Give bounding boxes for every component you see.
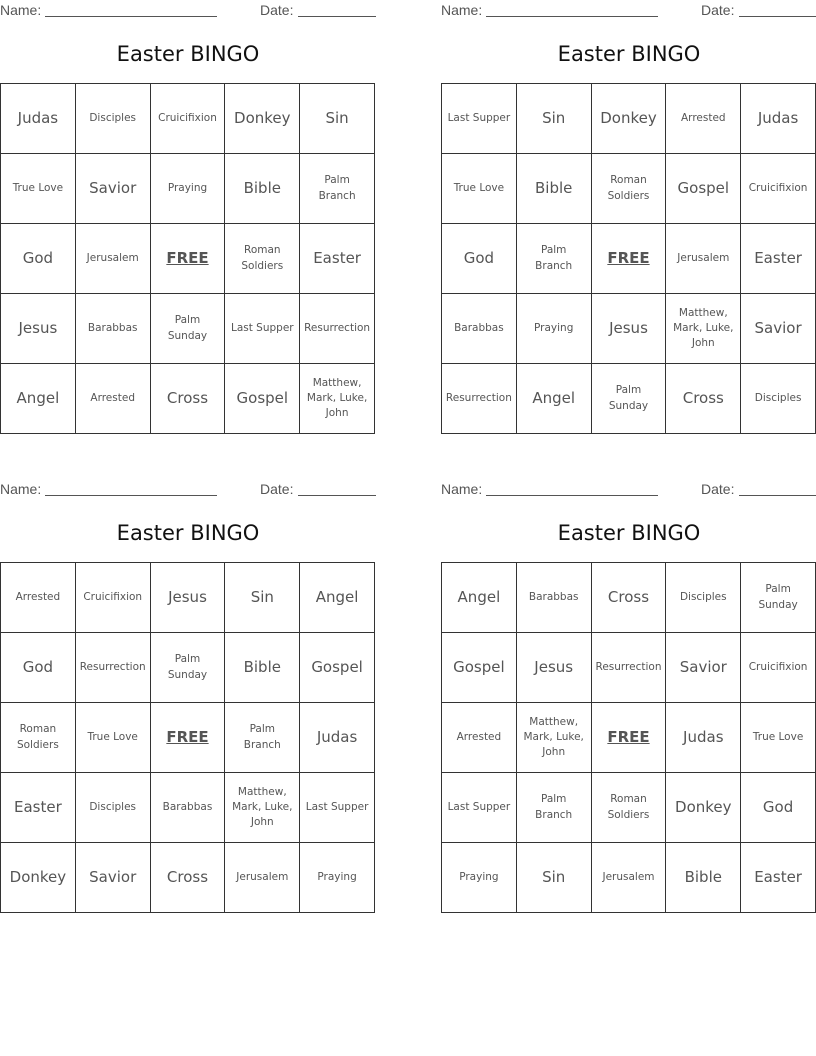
card-header bbox=[441, 481, 816, 499]
bingo-cell: Savior bbox=[741, 294, 816, 364]
bingo-cell: Palm Branch bbox=[517, 224, 592, 294]
card-title: Easter BINGO bbox=[116, 521, 260, 545]
bingo-cell: Cruicifixion bbox=[151, 84, 226, 154]
name-blank-line bbox=[45, 16, 217, 17]
bingo-cell: God bbox=[1, 224, 76, 294]
date-label: Date: bbox=[701, 2, 735, 18]
card-title: Easter BINGO bbox=[557, 521, 701, 545]
bingo-cell: Palm Branch bbox=[225, 703, 300, 773]
card-title: Easter BINGO bbox=[116, 42, 260, 66]
bingo-cell: Sin bbox=[300, 84, 375, 154]
bingo-cell: Judas bbox=[300, 703, 375, 773]
name-label: Name: bbox=[0, 481, 42, 497]
bingo-cell: Roman Soldiers bbox=[592, 154, 667, 224]
bingo-cell: Disciples bbox=[741, 364, 816, 434]
bingo-cell: Disciples bbox=[666, 563, 741, 633]
date-label: Date: bbox=[260, 2, 294, 18]
card-title: Easter BINGO bbox=[557, 42, 701, 66]
bingo-cell: Gospel bbox=[225, 364, 300, 434]
bingo-cell: True Love bbox=[76, 703, 151, 773]
bingo-cell: Donkey bbox=[666, 773, 741, 843]
bingo-cell: Sin bbox=[225, 563, 300, 633]
bingo-cell: Resurrection bbox=[442, 364, 517, 434]
bingo-grid bbox=[0, 83, 375, 434]
bingo-cell: Cross bbox=[592, 563, 667, 633]
bingo-cell: Palm Branch bbox=[517, 773, 592, 843]
bingo-cell: Bible bbox=[225, 154, 300, 224]
bingo-cell: Jerusalem bbox=[592, 843, 667, 913]
bingo-card bbox=[0, 0, 376, 434]
bingo-cell: Jesus bbox=[592, 294, 667, 364]
bingo-cell: Barabbas bbox=[76, 294, 151, 364]
name-blank-line bbox=[486, 16, 658, 17]
bingo-cell: Last Supper bbox=[300, 773, 375, 843]
date-blank-line bbox=[298, 495, 376, 496]
bingo-cell: Jesus bbox=[151, 563, 226, 633]
bingo-cell: Cross bbox=[666, 364, 741, 434]
bingo-card bbox=[441, 479, 816, 913]
name-label: Name: bbox=[0, 2, 42, 18]
bingo-cell: Easter bbox=[741, 224, 816, 294]
bingo-cell: Praying bbox=[517, 294, 592, 364]
bingo-cell: Matthew, Mark, Luke, John bbox=[225, 773, 300, 843]
date-blank-line bbox=[298, 16, 376, 17]
bingo-cell: Matthew, Mark, Luke, John bbox=[517, 703, 592, 773]
bingo-cell: Palm Branch bbox=[300, 154, 375, 224]
bingo-grid bbox=[441, 83, 816, 434]
bingo-cell: Cross bbox=[151, 843, 226, 913]
bingo-cell: Praying bbox=[442, 843, 517, 913]
bingo-cell: Jerusalem bbox=[225, 843, 300, 913]
bingo-cell: Matthew, Mark, Luke, John bbox=[300, 364, 375, 434]
bingo-cell: True Love bbox=[741, 703, 816, 773]
name-label: Name: bbox=[441, 2, 483, 18]
bingo-cell: Easter bbox=[1, 773, 76, 843]
bingo-cell: Resurrection bbox=[300, 294, 375, 364]
bingo-cell: Bible bbox=[517, 154, 592, 224]
bingo-cell: Easter bbox=[300, 224, 375, 294]
bingo-cell: True Love bbox=[1, 154, 76, 224]
bingo-cell: Cruicifixion bbox=[741, 633, 816, 703]
bingo-cell: Savior bbox=[666, 633, 741, 703]
bingo-cell: Palm Sunday bbox=[592, 364, 667, 434]
bingo-cell: Palm Sunday bbox=[741, 563, 816, 633]
date-blank-line bbox=[739, 495, 816, 496]
bingo-cell: True Love bbox=[442, 154, 517, 224]
bingo-cell: Disciples bbox=[76, 84, 151, 154]
bingo-cell: Last Supper bbox=[225, 294, 300, 364]
bingo-cell: Jesus bbox=[517, 633, 592, 703]
bingo-cell: Matthew, Mark, Luke, John bbox=[666, 294, 741, 364]
bingo-cell: Arrested bbox=[666, 84, 741, 154]
bingo-cell: Roman Soldiers bbox=[225, 224, 300, 294]
name-blank-line bbox=[486, 495, 658, 496]
bingo-cell: Gospel bbox=[666, 154, 741, 224]
bingo-cell: Savior bbox=[76, 154, 151, 224]
bingo-cell: Roman Soldiers bbox=[592, 773, 667, 843]
date-blank-line bbox=[739, 16, 816, 17]
bingo-cell: Jerusalem bbox=[666, 224, 741, 294]
bingo-cell: Judas bbox=[1, 84, 76, 154]
bingo-cell: Bible bbox=[225, 633, 300, 703]
card-header bbox=[0, 2, 376, 20]
bingo-cell: Barabbas bbox=[517, 563, 592, 633]
bingo-cell: Cruicifixion bbox=[76, 563, 151, 633]
bingo-cell: God bbox=[741, 773, 816, 843]
free-space-cell: FREE bbox=[151, 224, 226, 294]
bingo-grid bbox=[0, 562, 375, 913]
bingo-cell: Arrested bbox=[76, 364, 151, 434]
bingo-cell: Praying bbox=[151, 154, 226, 224]
date-label: Date: bbox=[260, 481, 294, 497]
bingo-cell: Judas bbox=[666, 703, 741, 773]
bingo-cell: Palm Sunday bbox=[151, 633, 226, 703]
bingo-card bbox=[441, 0, 816, 434]
bingo-card bbox=[0, 479, 376, 913]
bingo-cell: Cross bbox=[151, 364, 226, 434]
bingo-cell: Roman Soldiers bbox=[1, 703, 76, 773]
free-space-cell: FREE bbox=[151, 703, 226, 773]
bingo-cell: Angel bbox=[1, 364, 76, 434]
bingo-cell: Arrested bbox=[442, 703, 517, 773]
free-space-cell: FREE bbox=[592, 224, 667, 294]
bingo-cell: Cruicifixion bbox=[741, 154, 816, 224]
bingo-cell: Resurrection bbox=[592, 633, 667, 703]
bingo-cell: Savior bbox=[76, 843, 151, 913]
bingo-cell: Gospel bbox=[442, 633, 517, 703]
bingo-cell: Bible bbox=[666, 843, 741, 913]
bingo-cell: Jerusalem bbox=[76, 224, 151, 294]
bingo-cell: Disciples bbox=[76, 773, 151, 843]
bingo-cell: Sin bbox=[517, 843, 592, 913]
bingo-cell: Judas bbox=[741, 84, 816, 154]
bingo-cell: Donkey bbox=[225, 84, 300, 154]
bingo-cell: Resurrection bbox=[76, 633, 151, 703]
bingo-cell: Last Supper bbox=[442, 773, 517, 843]
name-label: Name: bbox=[441, 481, 483, 497]
bingo-cell: Arrested bbox=[1, 563, 76, 633]
bingo-cell: Angel bbox=[300, 563, 375, 633]
bingo-cell: Angel bbox=[442, 563, 517, 633]
bingo-cell: Barabbas bbox=[442, 294, 517, 364]
bingo-cell: Jesus bbox=[1, 294, 76, 364]
bingo-cell: Barabbas bbox=[151, 773, 226, 843]
free-space-cell: FREE bbox=[592, 703, 667, 773]
bingo-cell: Angel bbox=[517, 364, 592, 434]
card-header bbox=[441, 2, 816, 20]
bingo-cell: God bbox=[442, 224, 517, 294]
bingo-cell: Gospel bbox=[300, 633, 375, 703]
bingo-cell: Palm Sunday bbox=[151, 294, 226, 364]
bingo-grid bbox=[441, 562, 816, 913]
bingo-cell: Easter bbox=[741, 843, 816, 913]
date-label: Date: bbox=[701, 481, 735, 497]
bingo-cell: Last Supper bbox=[442, 84, 517, 154]
bingo-cell: Sin bbox=[517, 84, 592, 154]
bingo-cell: Donkey bbox=[592, 84, 667, 154]
name-blank-line bbox=[45, 495, 217, 496]
bingo-cell: Donkey bbox=[1, 843, 76, 913]
card-header bbox=[0, 481, 376, 499]
bingo-cell: God bbox=[1, 633, 76, 703]
bingo-cell: Praying bbox=[300, 843, 375, 913]
